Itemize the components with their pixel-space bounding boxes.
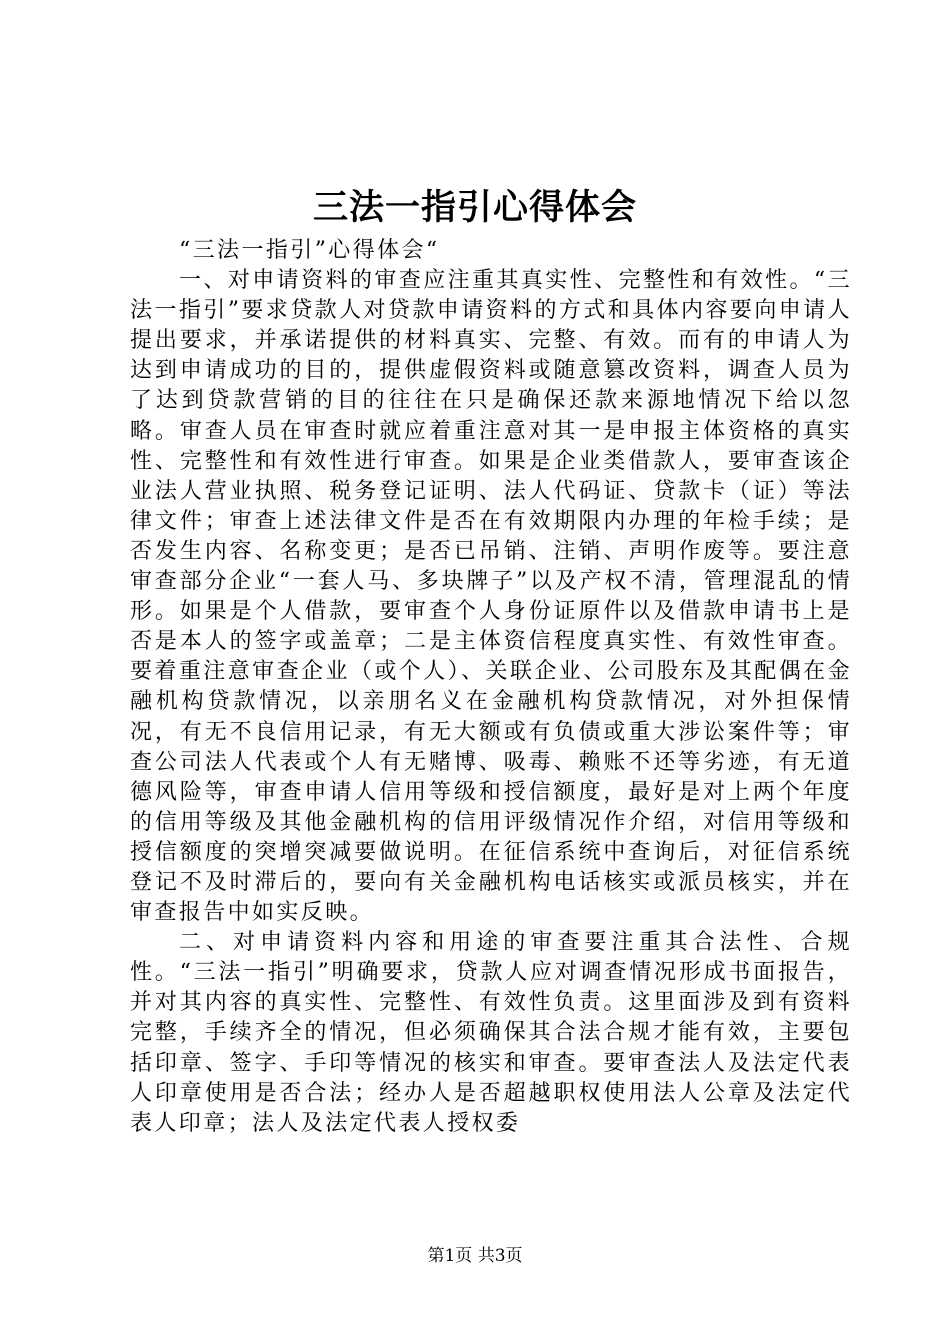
page-number: 第1页 <box>427 1246 473 1266</box>
page-footer <box>0 1244 950 1268</box>
paragraph-2: 二、对申请资料内容和用途的审查要注重其合法性、合规性。“三法一指引”明确要求，贷款人应对调查情况形成书面报告，并对其内容的真实性、完整性、有效性负责。这里面涉及到有资料完整，手续齐全的情况，但必须确保其合法合规才能有效，主要包括印章、签字、手印等情况的核实和审查。要审查法人及法定代表人印章使用是否合法；经办人是否超越职权使用法人公章及法定代表人印章；法人及法定代表人授权委 <box>130 930 852 1136</box>
page-total: 共3页 <box>477 1246 523 1266</box>
document-title: 三法一指引心得体会 <box>312 187 637 228</box>
document-body <box>130 236 852 1139</box>
subtitle-line: “三法一指引”心得体会“ <box>179 238 440 263</box>
paragraph-1: 一、对申请资料的审查应注重其真实性、完整性和有效性。“三法一指引”要求贷款人对贷款申请资料的方式和具体内容要向申请人提出要求，并承诺提供的材料真实、完整、有效。而有的申请人为达到申请成功的目的，提供虚假资料或随意篡改资料，调查人员为了达到贷款营销的目的往往在只是确保还款来源地情况下给以忽略。审查人员在审查时就应着重注意对其一是申报主体资格的真实性、完整性和有效性进行审查。如果是企业类借款人，要审查该企业法人营业执照、税务登记证明、法人代码证、贷款卡（证）等法律文件；审查上述法律文件是否在有效期限内办理的年检手续；是否发生内容、名称变更；是否已吊销、注销、声明作废等。要注意审查部分企业“一套人马、多块牌子”以及产权不清，管理混乱的情形。如果是个人借款，要审查个人身份证原件以及借款申请书上是否是本人的签字或盖章；二是主体资信程度真实性、有效性审查。要着重注意审查企业（或个人）、关联企业、公司股东及其配偶在金融机构贷款情况，以亲朋名义在金融机构贷款情况，对外担保情况，有无不良信用记录，有无大额或有负债或重大涉讼案件等；审查公司法人代表或个人有无赌博、吸毒、赖账不还等劣迹，有无道德风险等，审查申请人信用等级和授信额度，最好是对上两个年度的信用等级及其他金融机构的信用评级情况作介绍，对信用等级和授信额度的突增突减要做说明。在征信系统中查询后，对征信系统登记不及时滞后的，要向有关金融机构电话核实或派员核实，并在审查报告中如实反映。 <box>130 268 852 926</box>
